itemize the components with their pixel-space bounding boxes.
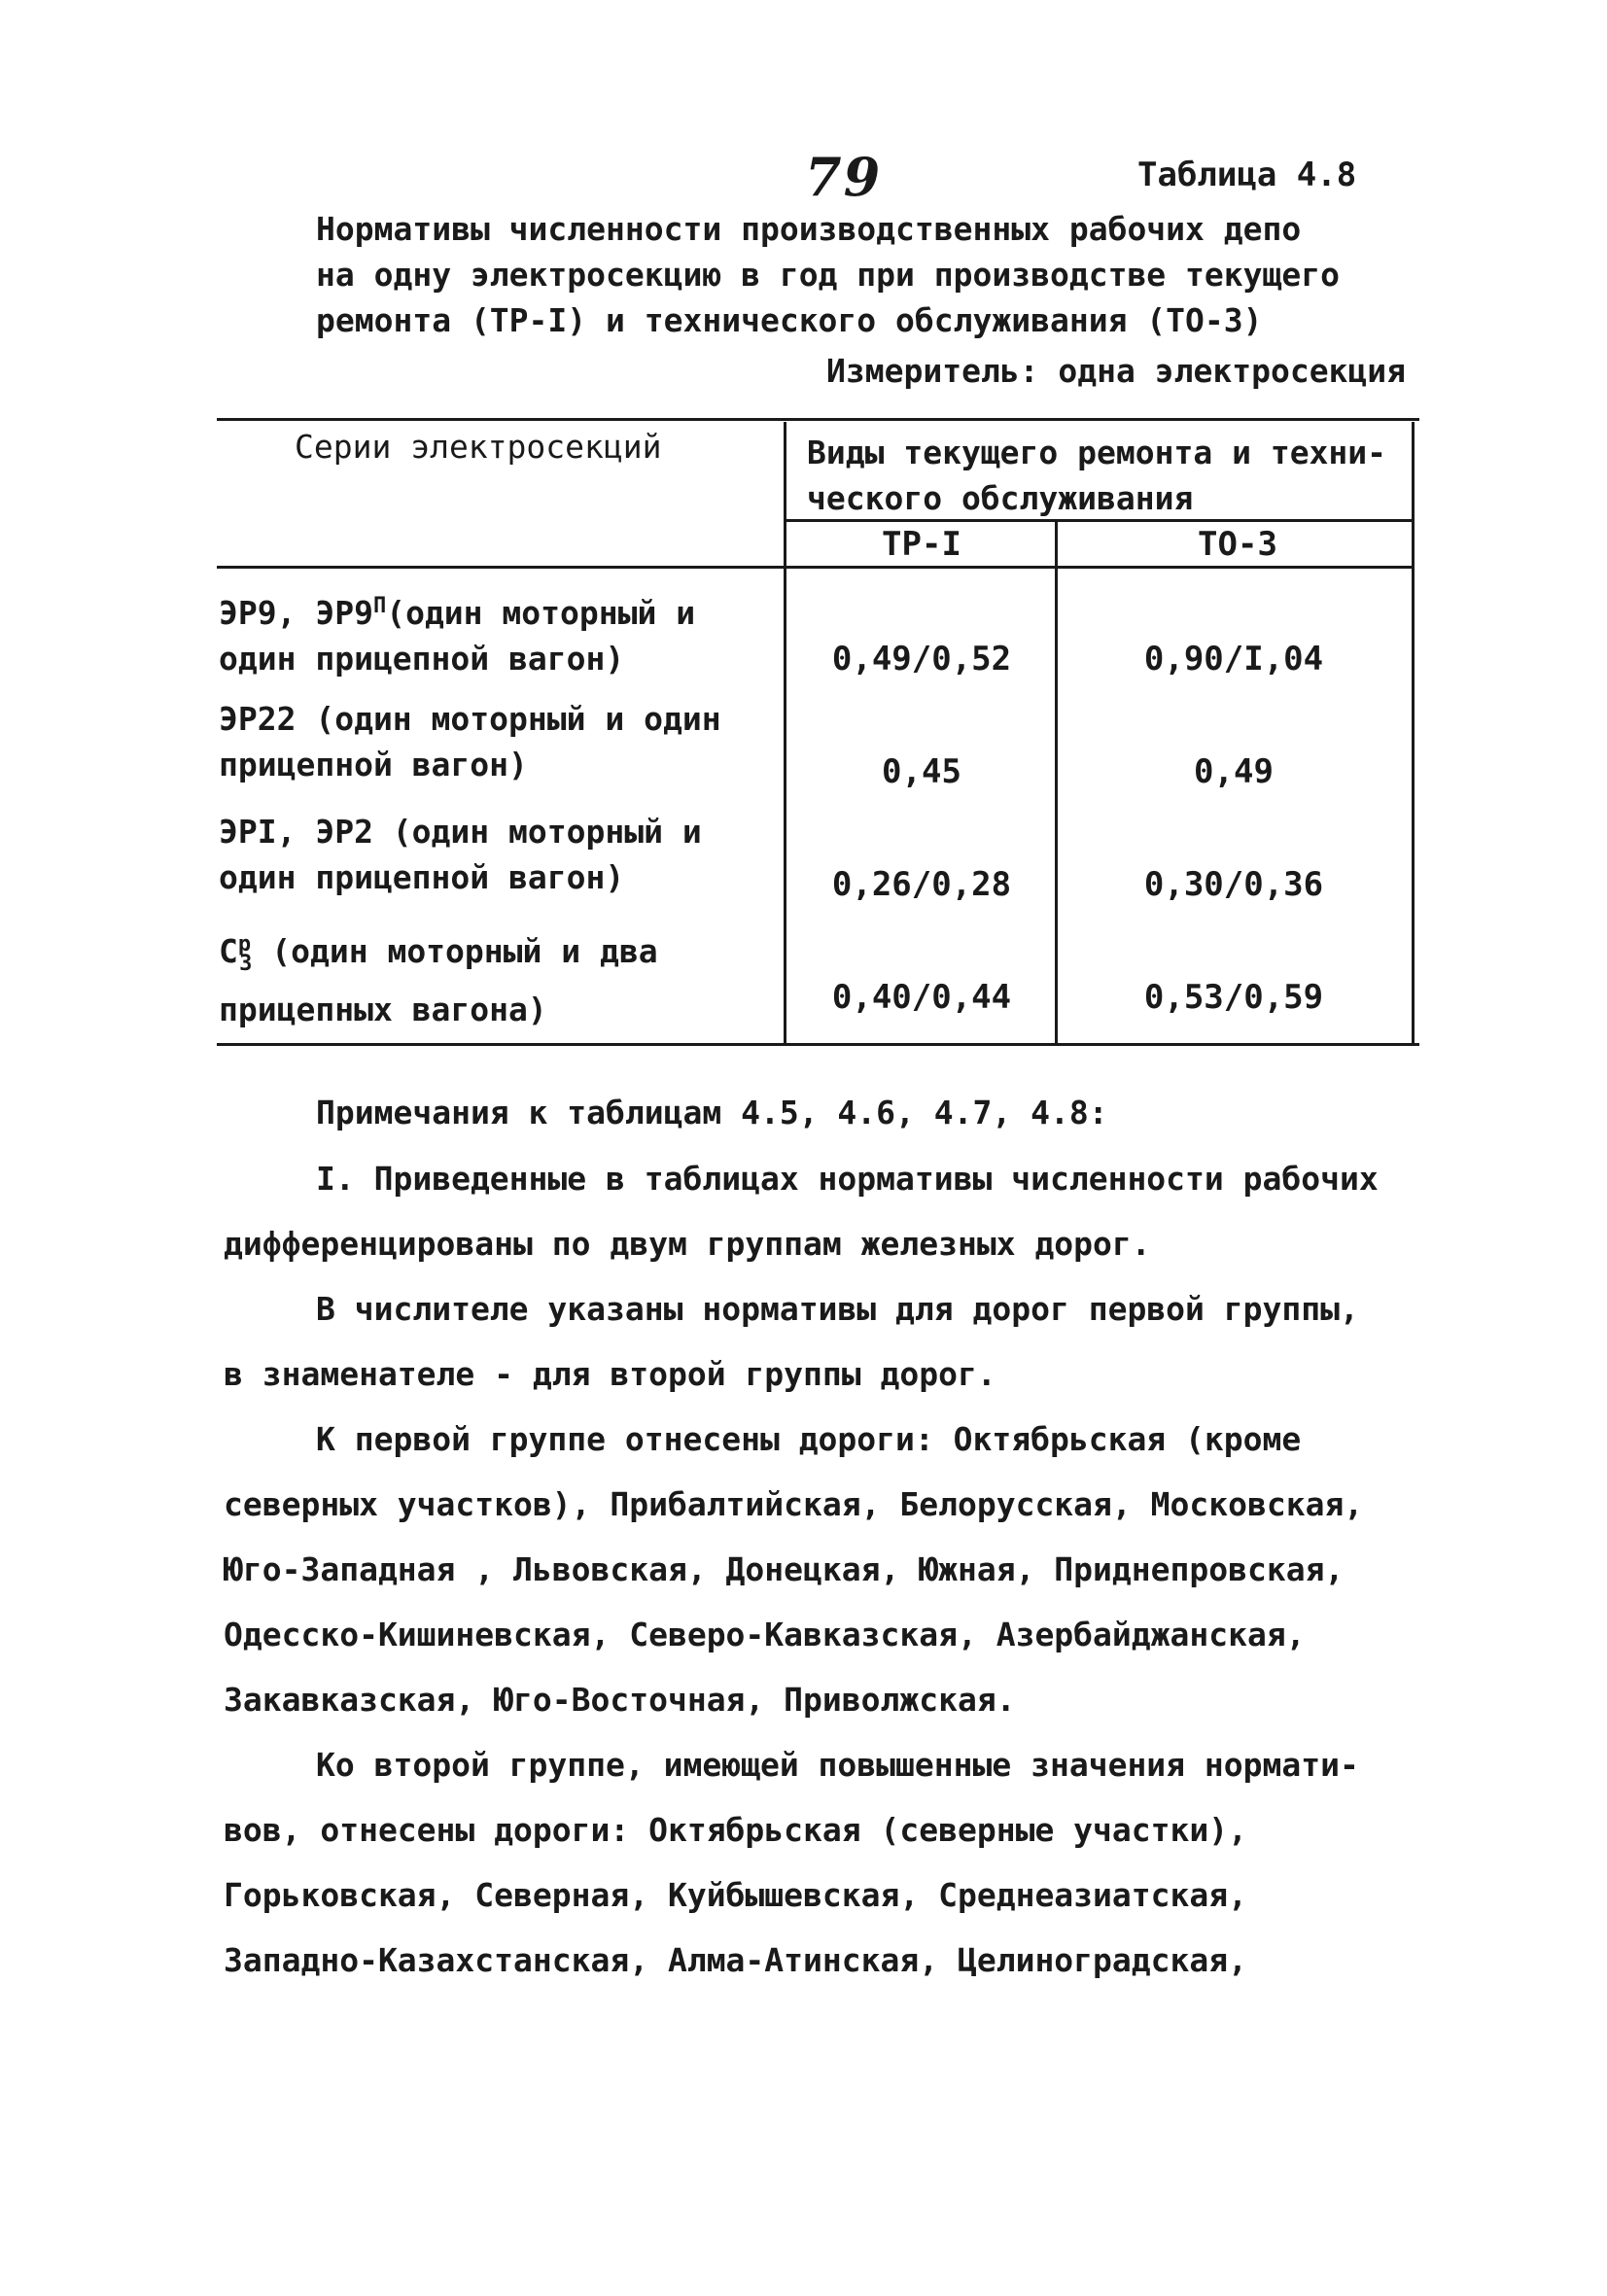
row-4-series [219,922,658,1032]
norms-table [217,418,1419,1046]
note-3-line-4: Одесско-Кишиневская, Северо-Кавказская, Азербайджанская, [224,1616,1306,1653]
note-1-line-1: I. Приведенные в таблицах нормативы численности рабочих [316,1160,1379,1198]
note-4-line-4: Западно-Казахстанская, Алма-Атинская, Целиноградская, [224,1941,1247,1979]
row-1-series-line-1 [219,583,695,636]
table-header-rule [217,566,1415,569]
row-3-series [219,809,702,900]
header-to: ТО-3 [1198,525,1277,564]
note-2-line-2: в знаменателе - для второй группы дорог. [224,1355,996,1393]
row-2-series-line-2: прицепной вагон) [219,746,528,783]
table-title [316,206,1434,343]
note-2-line-1: В числителе указаны нормативы для дорог первой группы, [316,1290,1359,1328]
row-4-tr: 0,40/0,44 [831,978,1012,1017]
header-tr: ТР-I [882,525,961,564]
note-1-line-2: дифференцированы по двум группам железных дорог. [224,1225,1151,1263]
header-types-line-2: ческого обслуживания [807,479,1194,517]
measure-unit: Измеритель: одна электросекция [826,352,1407,390]
row-1-series-line-2: один прицепной вагон) [219,640,625,678]
row-4-series-superscript: р [237,932,252,957]
note-3-line-2: северных участков), Прибалтийская, Белорусская, Московская, [224,1485,1364,1523]
row-1-series-name: ЭР9, ЭР9 [219,594,373,632]
title-line-3: ремонта (ТР-I) и технического обслуживания (ТО-3) [316,301,1263,339]
row-4-series-desc: (один моторный и два [252,932,658,970]
row-4-series-subscript: 3 [239,951,253,976]
table-right-rule [1412,422,1415,1046]
note-4-line-1: Ко второй группе, имеющей повышенные значения нормати- [316,1746,1359,1784]
table-column-divider [784,422,786,1044]
row-1-series-superscript: П [372,594,387,618]
row-3-series-line-1: ЭРI, ЭР2 (один моторный и [219,813,702,851]
row-2-tr: 0,45 [882,752,961,791]
note-4-line-3: Горьковская, Северная, Куйбышевская, Среднеазиатская, [224,1876,1247,1914]
notes-heading: Примечания к таблицам 4.5, 4.6, 4.7, 4.8: [316,1094,1108,1131]
header-types-line-1: Виды текущего ремонта и техни- [807,434,1387,471]
table-label: Таблица 4.8 [1137,156,1357,194]
note-4-line-2: вов, отнесены дороги: Октябрьская (северные участки), [224,1811,1247,1849]
title-line-1: Нормативы численности производственных рабочих депо [316,210,1302,248]
row-1-series [219,583,695,681]
row-4-series-line-1 [219,922,658,987]
row-3-series-line-2: один прицепной вагон) [219,858,625,896]
row-2-to: 0,49 [1194,752,1274,791]
row-1-tr: 0,49/0,52 [831,640,1012,678]
title-line-2: на одну электросекцию в год при производстве текущего [316,256,1340,294]
note-3-line-1: К первой группе отнесены дороги: Октябрьская (кроме [316,1420,1302,1458]
row-3-to: 0,30/0,36 [1143,865,1324,904]
table-top-rule [217,418,1419,421]
header-types [807,430,1386,521]
row-4-to: 0,53/0,59 [1143,978,1324,1017]
header-series: Серии электросекций [295,428,662,466]
row-3-tr: 0,26/0,28 [831,865,1012,904]
row-2-series-line-1: ЭР22 (один моторный и один [219,700,721,738]
row-4-series-line-2: прицепных вагона) [219,990,547,1028]
row-1-to: 0,90/I,04 [1143,640,1324,678]
row-2-series [219,696,721,787]
row-1-series-desc: (один моторный и [386,594,696,632]
table-bottom-rule [217,1043,1419,1046]
row-4-series-name: С [219,932,238,970]
page-number: 79 [805,146,883,208]
note-3-line-5: Закавказская, Юго-Восточная, Приволжская. [224,1681,1016,1719]
note-3-line-3: Юго-Западная , Львовская, Донецкая, Южная, Приднепровская, [224,1550,1345,1588]
